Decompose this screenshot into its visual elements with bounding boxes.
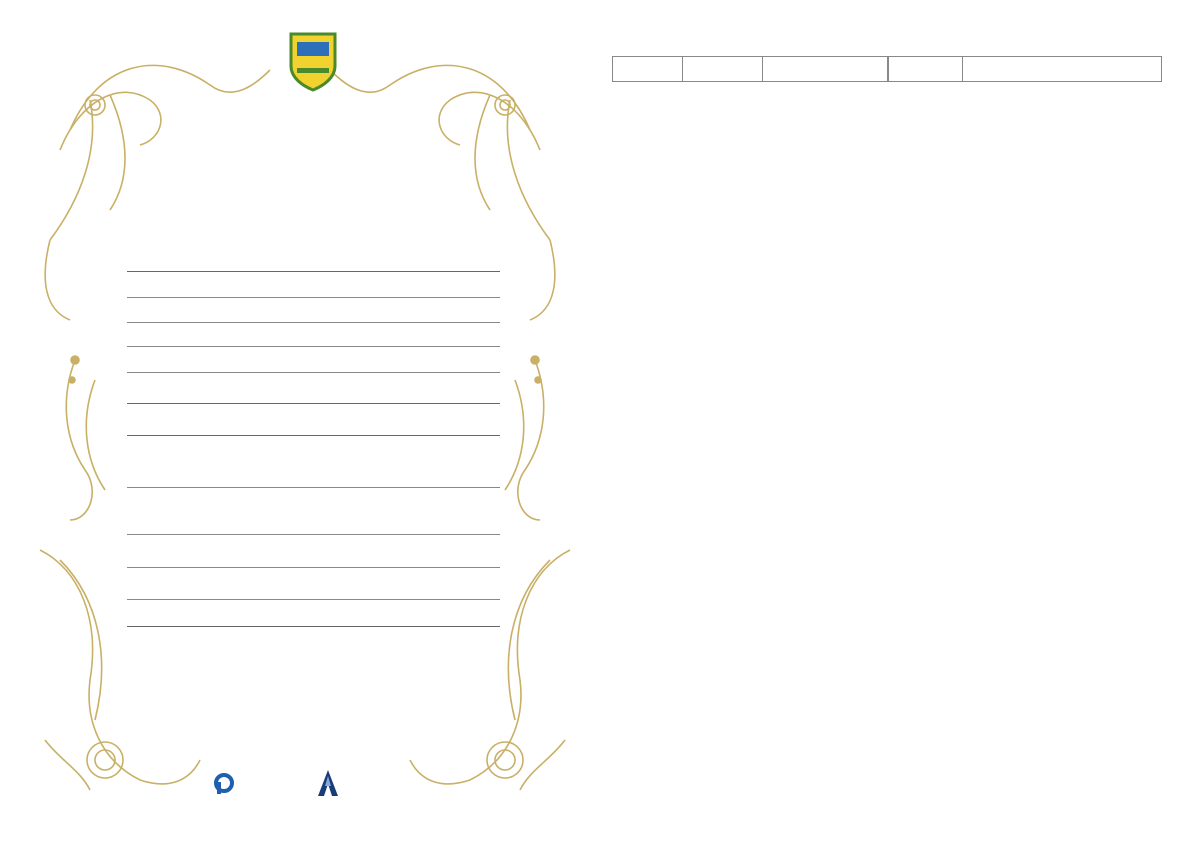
divider: [127, 435, 500, 436]
date-row-blank: [888, 57, 963, 81]
divider: [127, 599, 500, 600]
date-row: [612, 56, 1162, 82]
proto-logo-icon: [213, 772, 235, 794]
divider: [127, 534, 500, 535]
divider: [127, 567, 500, 568]
note-of-conditions: [612, 34, 1164, 814]
divider: [127, 403, 500, 404]
date-inspection-value: [683, 57, 763, 81]
date-inspection-label: [613, 57, 683, 81]
goo-kantei-badge-icon: [285, 30, 341, 92]
grading-certificate: [30, 22, 590, 822]
divider: [127, 271, 500, 272]
divider: [127, 487, 500, 488]
divider: [127, 297, 500, 298]
date-row-blank: [763, 57, 888, 81]
jaaa-logo-icon: [318, 770, 338, 796]
divider: [127, 372, 500, 373]
divider: [127, 322, 500, 323]
divider: [127, 626, 500, 627]
divider: [127, 346, 500, 347]
